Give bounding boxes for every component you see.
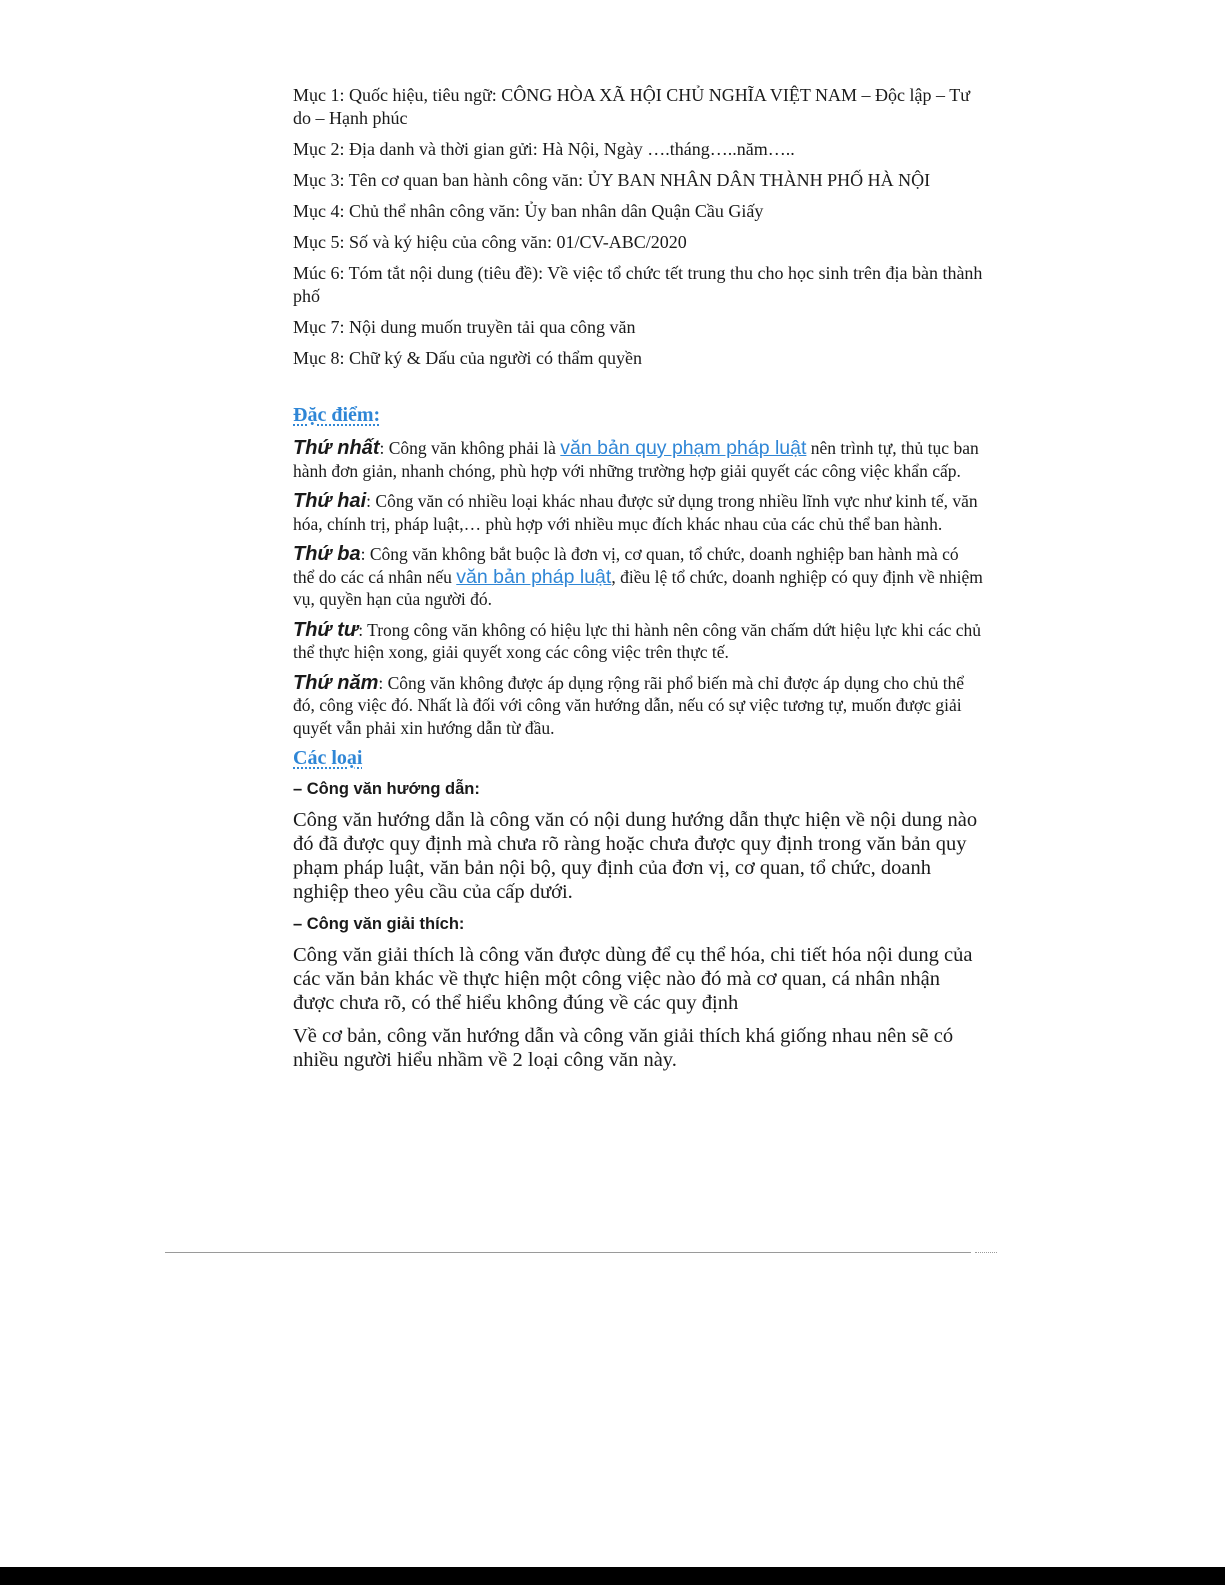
feature-3-text-before: : Công văn không bắt buộc là đơn vị, cơ quan, tổ chức, doanh nghiệp ban hành mà có thể do các cá nhân nếu <box>293 544 959 587</box>
page-footer-divider <box>165 1252 971 1253</box>
feature-1-text-after: nên trình tự, thủ tục ban hành đơn giản, nhanh chóng, phù hợp với những trường hợp giải quyết các công việc khẩn cấp. <box>293 438 979 481</box>
feature-5 <box>293 672 983 740</box>
feature-5-text: : Công văn không được áp dụng rộng rãi phổ biến mà chỉ được áp dụng cho chủ thể đó, công việc đó. Nhất là đối với công văn hướng dẫn, nếu có sự việc tương tự, muốn được giải quyết vẫn phải xin hướng dẫn từ đầu. <box>293 672 965 738</box>
bottom-edge-bar <box>0 1567 1225 1585</box>
guide-text: Công văn hướng dẫn là công văn có nội dung hướng dẫn thực hiện về nội dung nào đó đã được quy định mà chưa rõ ràng hoặc chưa được quy định trong văn bản quy phạm pháp luật, văn bản nội bộ, quy định của đơn vị, cơ quan, tổ chức, doanh nghiệp theo yêu cầu của cấp dưới. <box>293 809 978 903</box>
feature-3 <box>293 543 983 611</box>
summary-text: Về cơ bản, công văn hướng dẫn và công văn giải thích khá giống nhau nên sẽ có nhiều người hiểu nhầm về 2 loại công văn này. <box>293 1025 954 1071</box>
feature-1 <box>293 437 983 482</box>
feature-4 <box>293 619 983 664</box>
explain-text: Công văn giải thích là công văn được dùng để cụ thể hóa, chi tiết hóa nội dung của các văn bản khác về thực hiện một công việc nào đó mà cơ quan, cá nhân nhận được chưa rõ, có thể hiểu không đúng về các quy định <box>293 944 973 1014</box>
feature-2 <box>293 490 983 535</box>
feature-2-lead: Thứ hai <box>293 490 367 512</box>
page-content <box>293 84 983 1081</box>
item-7: Mục 7: Nội dung muốn truyền tải qua công văn <box>293 317 636 337</box>
features-heading: Đặc điểm: <box>293 404 381 426</box>
item-4: Mục 4: Chủ thể nhân công văn: Ủy ban nhân dân Quận Cầu Giấy <box>293 201 764 221</box>
feature-4-lead: Thứ tư <box>293 618 359 641</box>
legal-normative-doc-link[interactable]: văn bản quy phạm pháp luật <box>560 437 807 459</box>
feature-3-text-after: , điều lệ tổ chức, doanh nghiệp có quy định về nhiệm vụ, quyền hạn của người đó. <box>293 566 983 609</box>
feature-1-text-before: : Công văn không phải là <box>379 438 561 458</box>
feature-2-text: : Công văn có nhiều loại khác nhau được sử dụng trong nhiều lĩnh vực như kinh tế, văn hóa, chính trị, pháp luật,… phù hợp với nhiều mục đích khác nhau của các chủ thể ban hành. <box>293 491 978 534</box>
item-8: Mục 8: Chữ ký & Dấu của người có thẩm quyền <box>293 348 642 368</box>
feature-5-lead: Thứ năm <box>293 671 379 694</box>
legal-doc-link[interactable]: văn bản pháp luật <box>456 565 612 588</box>
feature-1-lead: Thứ nhất <box>293 437 380 459</box>
types-heading: Các loại <box>293 747 363 769</box>
item-2: Mục 2: Địa danh và thời gian gửi: Hà Nội, Ngày ….tháng…..năm….. <box>293 139 795 159</box>
feature-3-lead: Thứ ba <box>293 543 361 565</box>
page-footer-divider-tail <box>975 1252 997 1254</box>
item-3: Mục 3: Tên cơ quan ban hành công văn: ỦY BAN NHÂN DÂN THÀNH PHỐ HÀ NỘI <box>293 170 931 190</box>
item-1: Mục 1: Quốc hiệu, tiêu ngữ: CÔNG HÒA XÃ HỘI CHỦ NGHĨA VIỆT NAM – Độc lập – Tư do – Hạnh phúc <box>293 85 970 128</box>
item-5: Mục 5: Số và ký hiệu của công văn: 01/CV-ABC/2020 <box>293 232 687 252</box>
guide-heading: – Công văn hướng dẫn: <box>293 780 480 798</box>
explain-heading: – Công văn giải thích: <box>293 915 465 933</box>
item-6: Múc 6: Tóm tắt nội dung (tiêu đề): Về việc tổ chức tết trung thu cho học sinh trên địa bàn thành phố <box>293 263 983 306</box>
feature-4-text: : Trong công văn không có hiệu lực thi hành nên công văn chấm dứt hiệu lực khi các chủ thể thực hiện xong, giải quyết xong các công việc trên thực tế. <box>293 619 982 662</box>
